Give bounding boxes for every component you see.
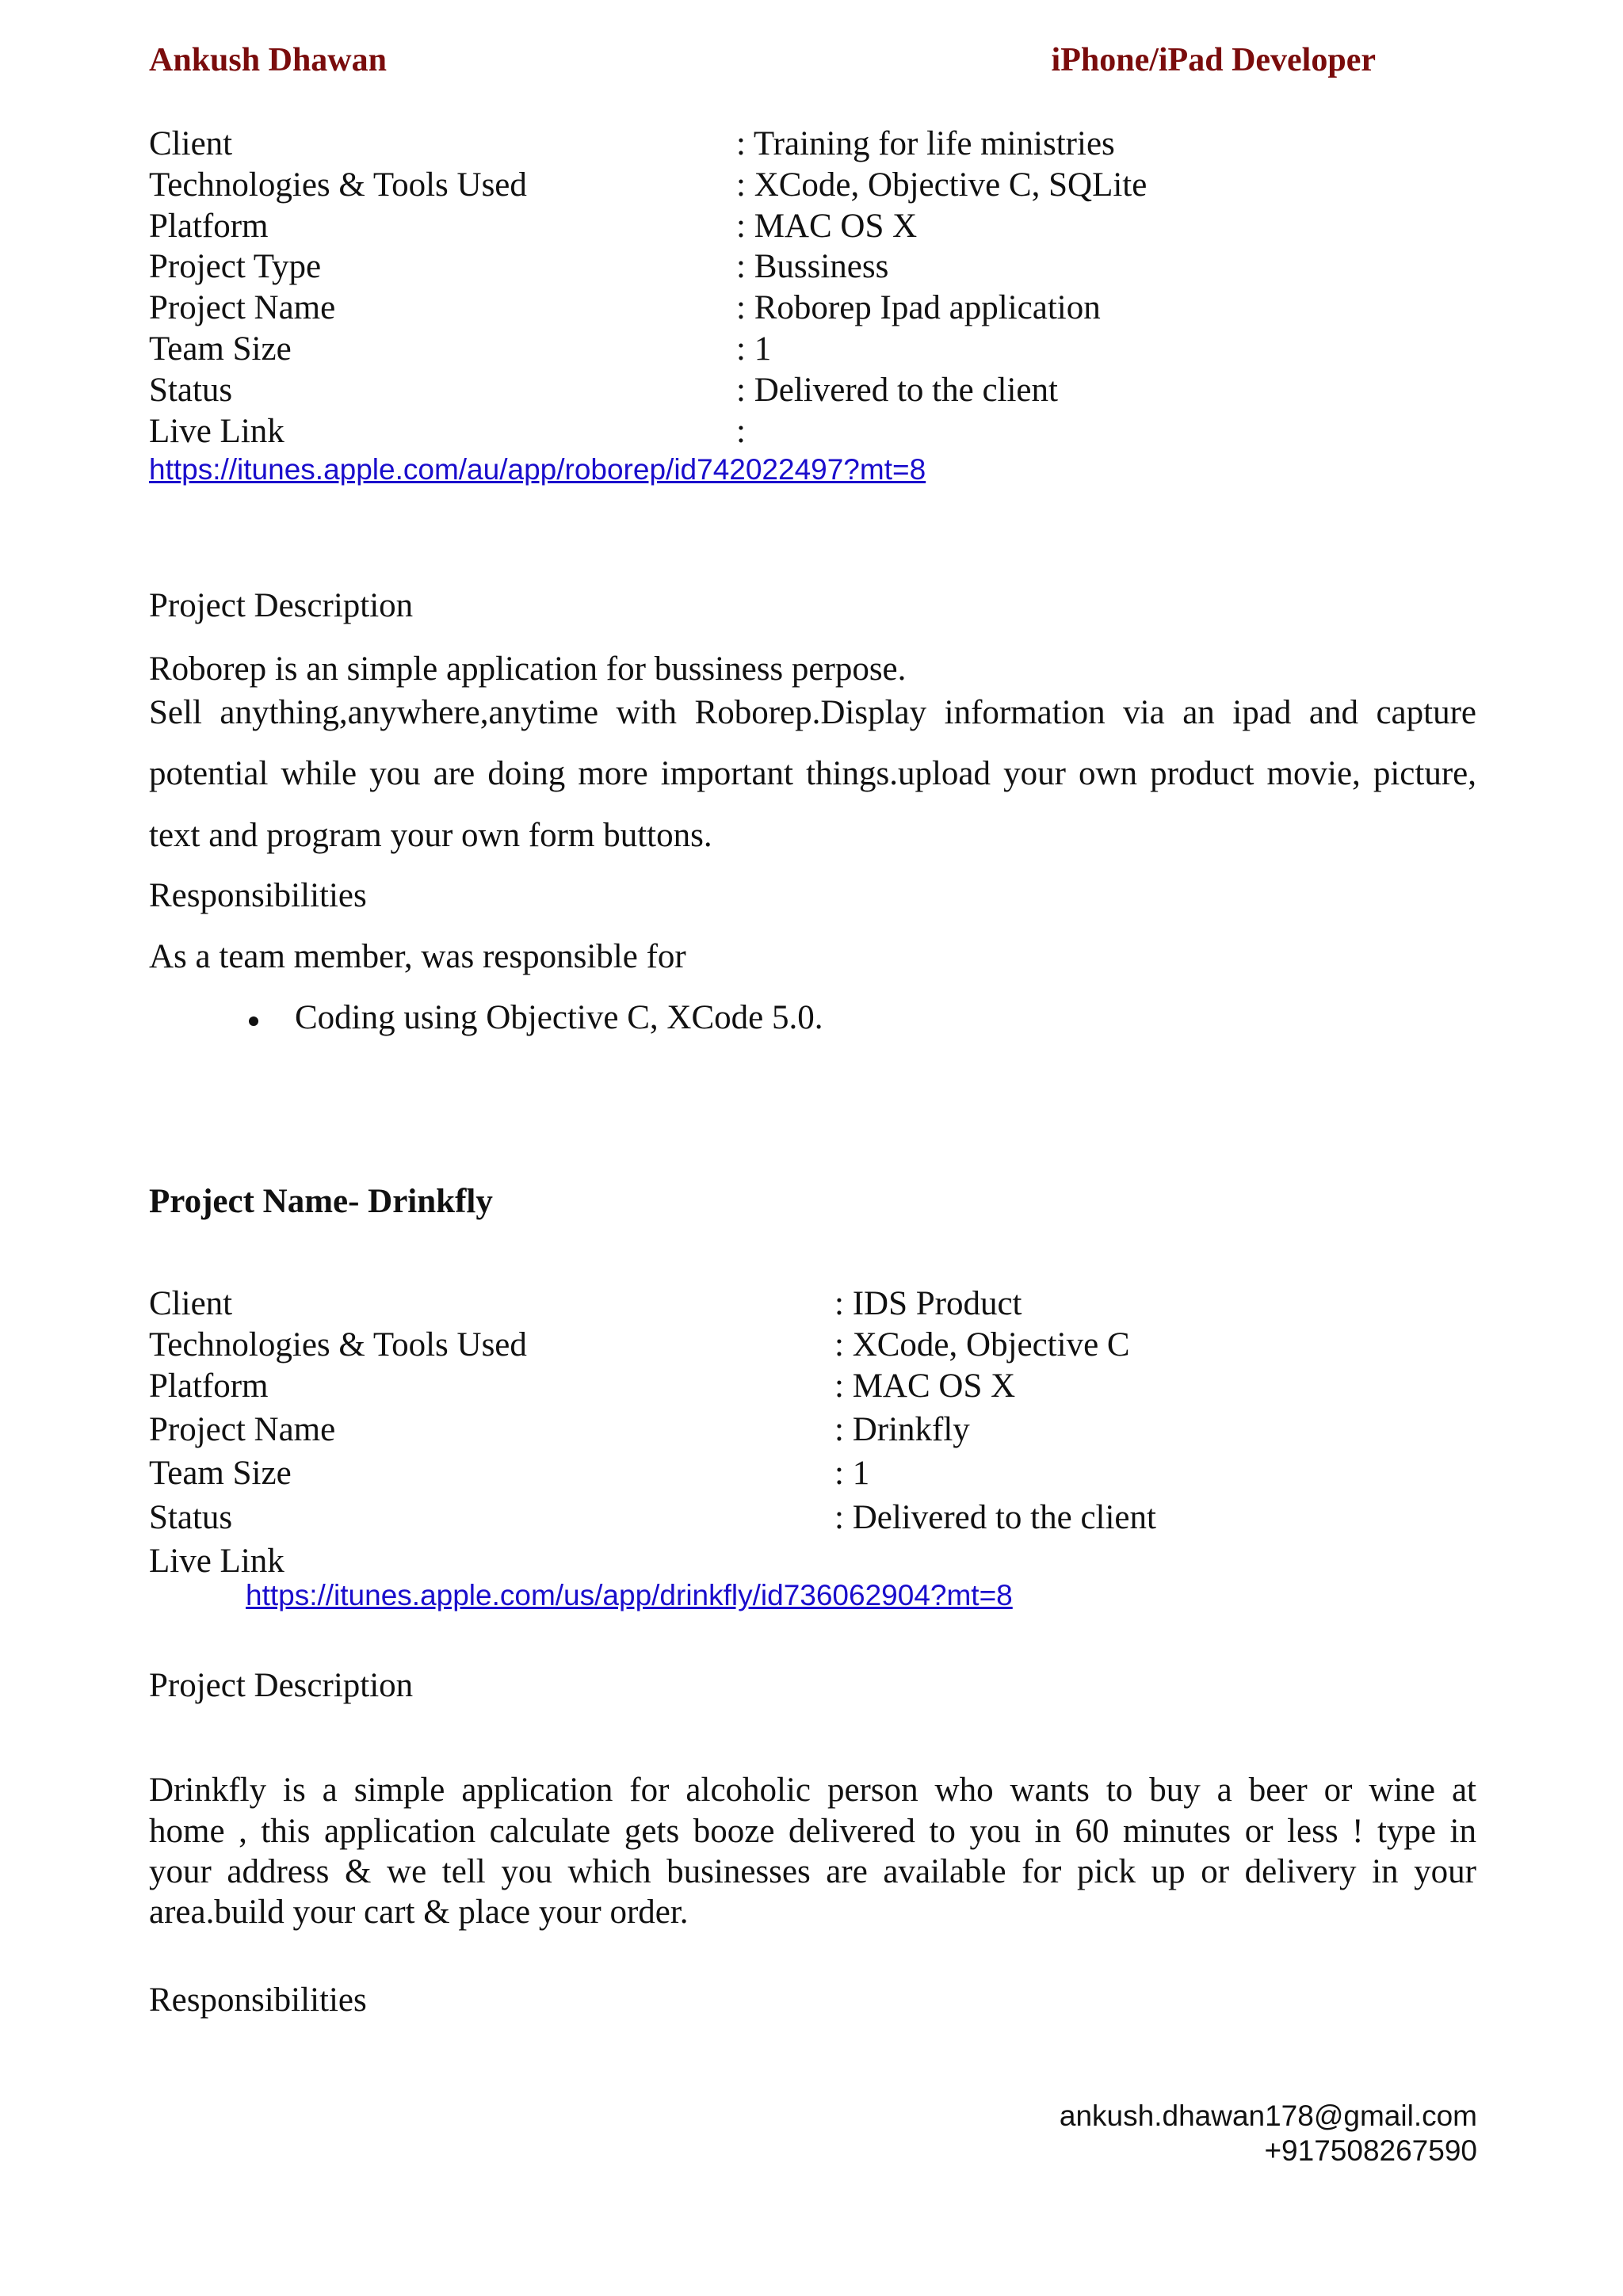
field-value: : 1 [834, 1455, 870, 1492]
project1-description-line: potential while you are doing more important things.upload your own product movie, picture, [149, 755, 1476, 792]
field-label: Technologies & Tools Used [149, 1326, 527, 1363]
field-label: Client [149, 1285, 233, 1322]
field-label: Live Link [149, 413, 285, 450]
field-value: : Delivered to the client [834, 1499, 1156, 1536]
field-label: Status [149, 1499, 233, 1536]
project2-description-heading: Project Description [149, 1667, 414, 1704]
field-value: : MAC OS X [736, 208, 918, 245]
field-label: Project Name [149, 289, 336, 326]
project2-description-line: area.build your cart & place your order. [149, 1894, 689, 1931]
field-value: : Delivered to the client [736, 372, 1058, 409]
field-value: : 1 [736, 330, 772, 368]
project2-responsibilities-heading: Responsibilities [149, 1981, 367, 2019]
author-name: Ankush Dhawan [149, 42, 387, 78]
field-value: : XCode, Objective C, SQLite [736, 166, 1148, 204]
field-label: Client [149, 125, 233, 162]
field-value: : IDS Product [834, 1285, 1022, 1322]
project1-responsibilities-intro: As a team member, was responsible for [149, 938, 686, 975]
field-value: : Training for life ministries [736, 125, 1115, 162]
field-label: Status [149, 372, 233, 409]
project1-responsibilities-heading: Responsibilities [149, 877, 367, 914]
project1-description-line: Roborep is an simple application for bussiness perpose. [149, 650, 907, 688]
field-label: Team Size [149, 1455, 292, 1492]
field-value: : XCode, Objective C [834, 1326, 1130, 1363]
author-role: iPhone/iPad Developer [1051, 42, 1376, 78]
field-value: : Bussiness [736, 248, 889, 285]
field-label: Platform [149, 1367, 269, 1405]
field-value: : [736, 413, 746, 450]
contact-email: ankush.dhawan178@gmail.com [1059, 2100, 1477, 2132]
bullet-icon [249, 1016, 258, 1026]
project1-responsibility-item: Coding using Objective C, XCode 5.0. [295, 999, 823, 1036]
field-label: Team Size [149, 330, 292, 368]
field-label: Project Name [149, 1411, 336, 1448]
contact-phone: +917508267590 [1264, 2134, 1477, 2167]
project2-description-line: home , this application calculate gets booze delivered to you in 60 minutes or less ! type in [149, 1813, 1476, 1850]
field-value: : MAC OS X [834, 1367, 1016, 1405]
project1-live-link[interactable]: https://itunes.apple.com/au/app/roborep/id742022497?mt=8 [149, 453, 926, 486]
field-label: Live Link [149, 1543, 285, 1580]
field-value: : Roborep Ipad application [736, 289, 1101, 326]
project2-description-line: Drinkfly is a simple application for alcoholic person who wants to buy a beer or wine at [149, 1772, 1476, 1809]
project2-description-line: your address & we tell you which businesses are available for pick up or delivery in your [149, 1853, 1476, 1890]
project2-live-link[interactable]: https://itunes.apple.com/us/app/drinkfly/id736062904?mt=8 [246, 1579, 1013, 1611]
project2-title: Project Name- Drinkfly [149, 1183, 493, 1220]
field-value: : Drinkfly [834, 1411, 970, 1448]
project1-description-line: Sell anything,anywhere,anytime with Roborep.Display information via an ipad and capture [149, 694, 1476, 731]
project1-description-heading: Project Description [149, 587, 414, 624]
field-label: Platform [149, 208, 269, 245]
field-label: Technologies & Tools Used [149, 166, 527, 204]
project1-description-line: text and program your own form buttons. [149, 817, 712, 854]
field-label: Project Type [149, 248, 322, 285]
